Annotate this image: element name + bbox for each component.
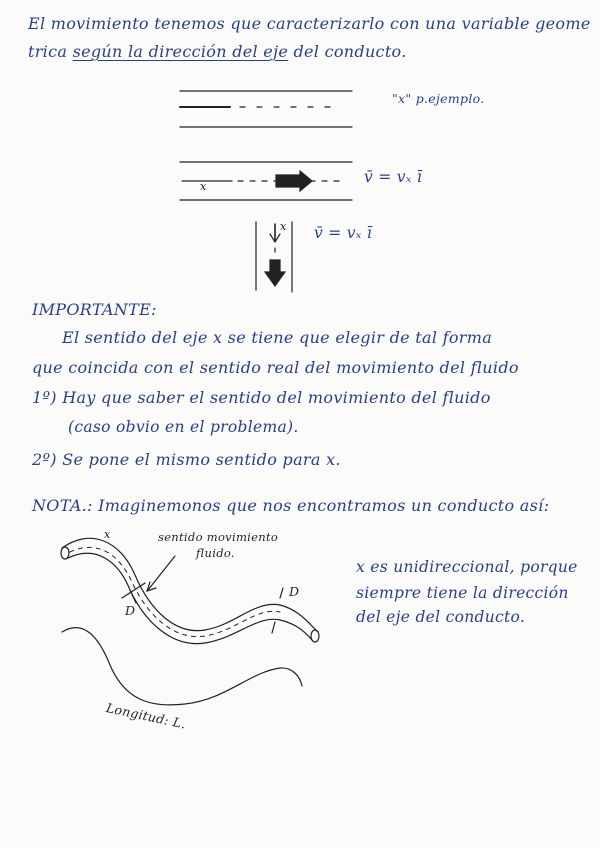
intro-highlight: según la dirección del eje <box>72 42 289 61</box>
example-label: "x" p.ejemplo. <box>392 91 485 106</box>
important-line-2: que coincida con el sentido real del movimiento del fluido <box>32 358 519 377</box>
intro-line-2-suffix: del conducto. <box>293 42 407 61</box>
axis-x-label-1: x <box>200 180 207 193</box>
intro-line-1: El movimiento tenemos que caracterizarlo con una variable geome <box>28 14 591 33</box>
curved-conduit <box>61 538 319 643</box>
important-line-1: El sentido del eje x se tiene que elegir de tal forma <box>62 328 493 347</box>
side-note-3: del eje del conducto. <box>356 608 526 626</box>
important-item-1-note: (caso obvio en el problema). <box>68 418 299 436</box>
length-label: Longitud: L. <box>104 700 188 732</box>
flow-label-2: fluido. <box>196 546 235 560</box>
note-text: NOTA.: Imaginemonos que nos encontramos un conducto así: <box>32 496 550 515</box>
axis-x-label-2: x <box>280 220 287 233</box>
diameter-label-left: D <box>125 603 136 618</box>
diameter-label-right: D <box>289 584 300 599</box>
horizontal-pipe-example <box>180 91 352 127</box>
velocity-formula-2: v̄ = vₓ ī <box>314 224 373 242</box>
important-heading: IMPORTANTE: <box>32 300 157 319</box>
important-item-2: 2º) Se pone el mismo sentido para x. <box>32 450 341 469</box>
velocity-formula-1: v̄ = vₓ ī <box>364 168 423 186</box>
length-curve <box>62 628 302 705</box>
intro-line-2-prefix: trica <box>28 42 68 61</box>
side-note-1: x es unidireccional, porque <box>356 558 578 576</box>
flow-label-1: sentido movimiento <box>158 530 279 544</box>
conduit-x-label: x <box>104 528 111 541</box>
important-item-1: 1º) Hay que saber el sentido del movimiento del fluido <box>32 388 491 407</box>
side-note-2: siempre tiene la dirección <box>356 584 569 602</box>
